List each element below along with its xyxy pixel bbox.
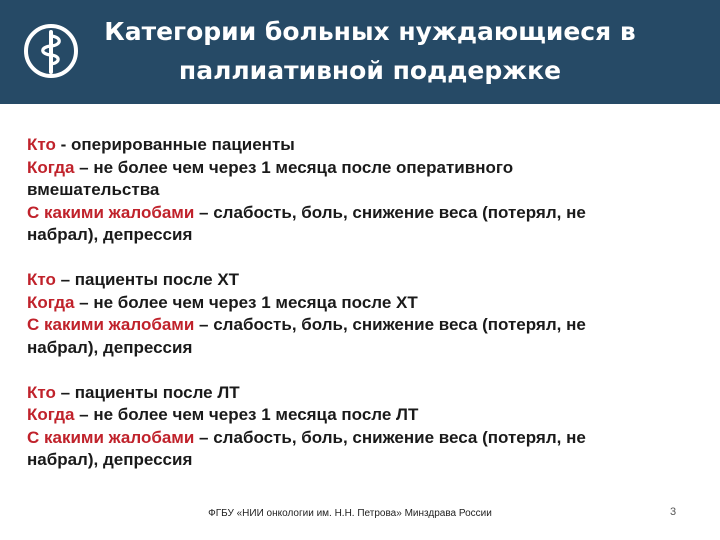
who-text: – пациенты после ЛТ xyxy=(55,382,240,402)
who-key: Кто xyxy=(27,135,56,154)
complaints-key: С какими жалобами xyxy=(27,315,195,334)
complaints-line xyxy=(27,202,702,225)
staff-of-asclepius-icon xyxy=(22,22,80,80)
when-continuation: вмешательства xyxy=(27,180,160,199)
category-block-radiotherapy xyxy=(27,382,702,472)
category-block-chemotherapy xyxy=(27,269,702,359)
category-block-operated xyxy=(27,134,702,247)
when-text: – не более чем через 1 месяца после ЛТ xyxy=(74,405,419,424)
complaints-continuation: набрал), депрессия xyxy=(27,450,193,469)
complaints-line xyxy=(27,314,702,337)
when-key: Когда xyxy=(27,292,75,312)
complaints-key: С какими жалобами xyxy=(27,202,195,222)
complaints-continuation: набрал), депрессия xyxy=(27,337,193,357)
complaints-text: – слабость, боль, снижение веса (потерял, не xyxy=(194,202,586,222)
footer-institution: ФГБУ «НИИ онкологии им. Н.Н. Петрова» Минздрава России xyxy=(208,508,492,519)
when-line xyxy=(27,292,702,315)
who-line xyxy=(27,382,702,405)
who-line xyxy=(27,269,702,292)
when-text: – не более чем через 1 месяца после ХТ xyxy=(74,292,418,312)
complaints-text: – слабость, боль, снижение веса (потерял, не xyxy=(194,427,586,447)
who-line xyxy=(27,134,702,157)
slide-title xyxy=(100,12,640,90)
who-key: Кто xyxy=(27,270,56,289)
who-text: - оперированные пациенты xyxy=(55,135,295,154)
when-key: Когда xyxy=(27,405,75,424)
page-number: 3 xyxy=(670,506,677,518)
slide-body xyxy=(27,134,702,494)
complaints-key: С какими жалобами xyxy=(27,427,195,447)
title-line-1: Категории больных нуждающиеся в xyxy=(104,17,636,46)
when-line xyxy=(27,157,702,180)
complaints-text: – слабость, боль, снижение веса (потерял, не xyxy=(194,315,586,334)
slide-header xyxy=(0,0,720,104)
who-key: Кто xyxy=(27,382,56,402)
title-line-2: паллиативной поддержке xyxy=(178,56,562,85)
complaints-continuation: набрал), депрессия xyxy=(27,225,193,244)
who-text: – пациенты после ХТ xyxy=(55,270,240,289)
when-text: – не более чем через 1 месяца после оперативного xyxy=(74,157,514,177)
when-line xyxy=(27,404,702,427)
complaints-line xyxy=(27,427,702,450)
when-key: Когда xyxy=(27,157,75,177)
